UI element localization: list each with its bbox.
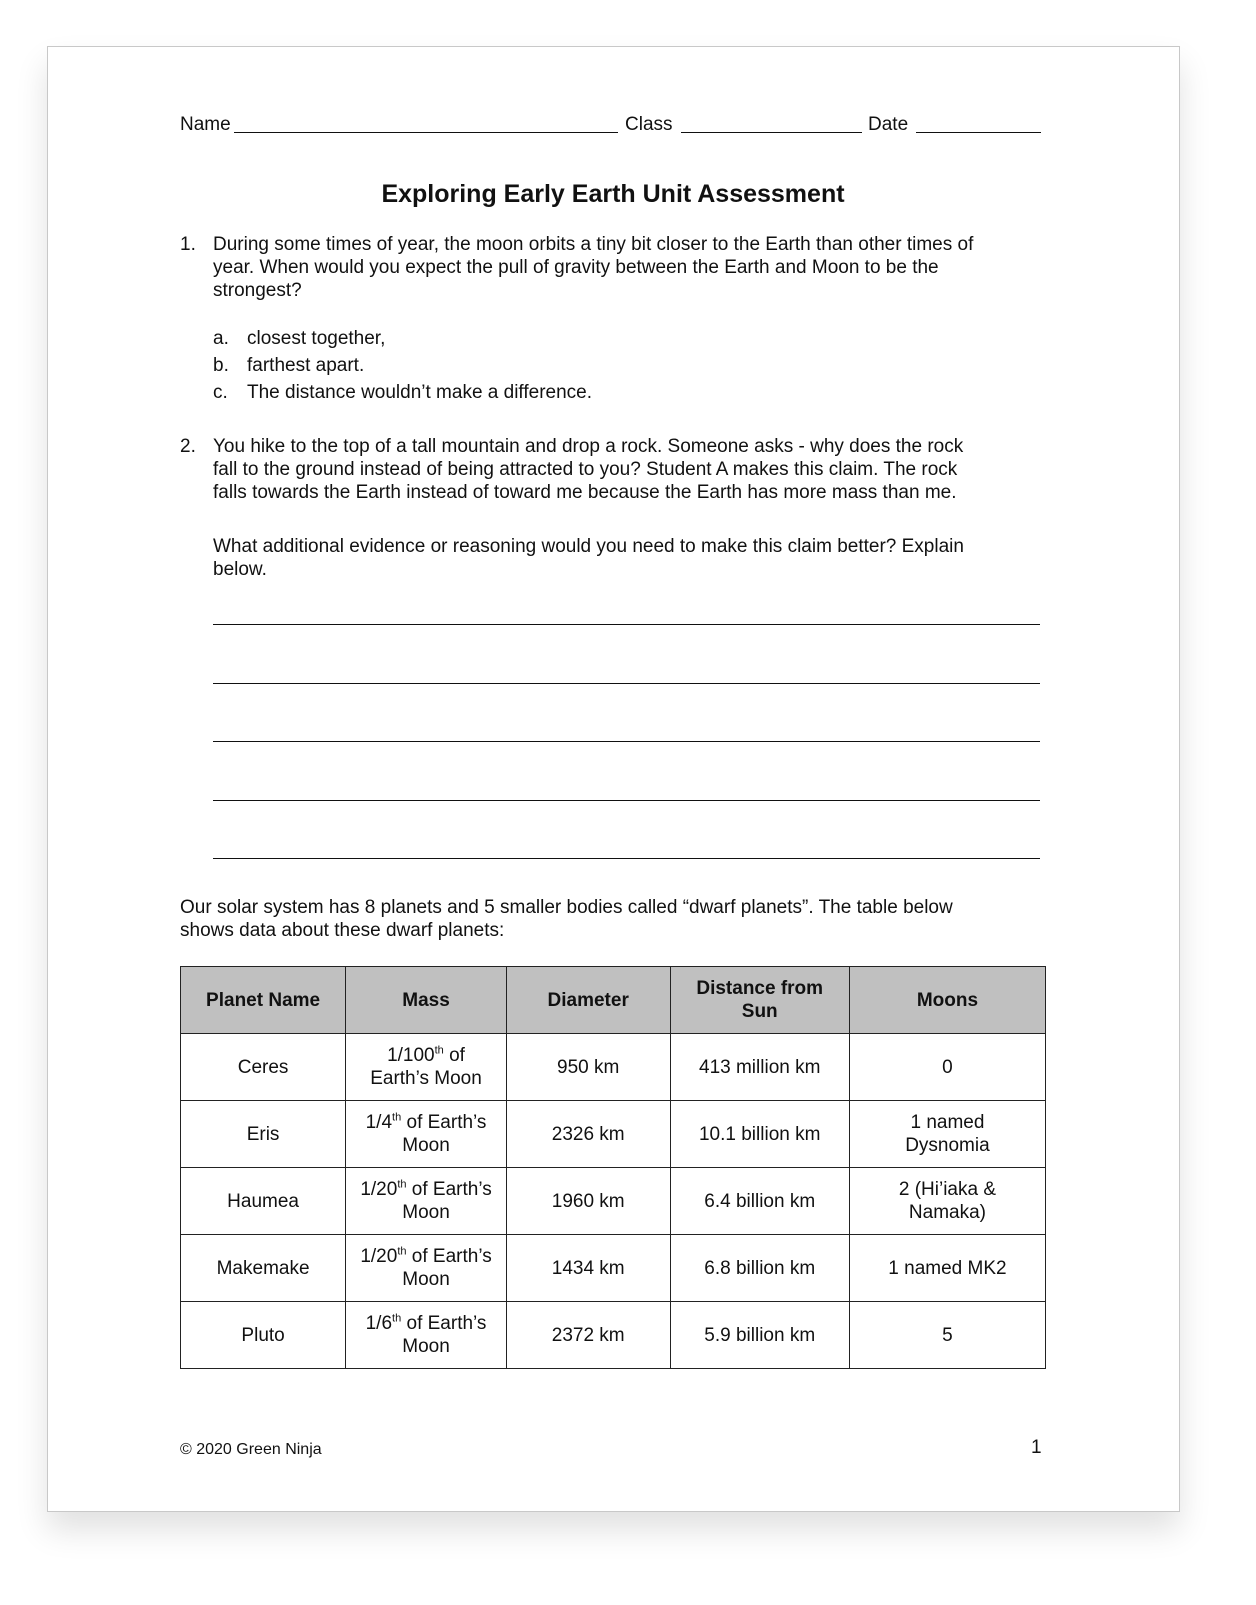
header-planet-name: Planet Name xyxy=(181,967,346,1034)
followup-text: below. xyxy=(213,559,267,580)
table-row xyxy=(181,1034,1046,1101)
answer-line[interactable] xyxy=(213,683,1040,684)
mass-text: Moon xyxy=(402,1336,450,1357)
option-c[interactable]: The distance wouldn’t make a difference. xyxy=(247,382,593,403)
intro-text: Our solar system has 8 planets and 5 smaller bodies called “dwarf planets”. The table below xyxy=(180,897,953,918)
header-moons: Moons xyxy=(849,967,1045,1034)
question-text: falls towards the Earth instead of toward me because the Earth has more mass than me. xyxy=(213,482,957,503)
header-mass: Mass xyxy=(346,967,507,1034)
option-letter: b. xyxy=(213,355,229,376)
mass-ordinal: th xyxy=(392,1111,402,1124)
mass-fraction: 1/20 xyxy=(360,1246,398,1267)
answer-line[interactable] xyxy=(213,800,1040,801)
table-row xyxy=(181,1101,1046,1168)
option-letter: a. xyxy=(213,328,229,349)
mass-text: of Earth’s xyxy=(401,1313,487,1334)
mass-fraction: 1/6 xyxy=(365,1313,393,1334)
planet-name: Ceres xyxy=(181,1034,346,1101)
question-text: During some times of year, the moon orbits a tiny bit closer to the Earth than other times of xyxy=(213,234,974,255)
mass-ordinal: th xyxy=(397,1178,407,1191)
mass-text: Moon xyxy=(402,1202,450,1223)
question-text: strongest? xyxy=(213,280,302,301)
planet-name: Makemake xyxy=(181,1235,346,1302)
table-row xyxy=(181,1302,1046,1369)
diameter: 2372 km xyxy=(506,1302,670,1369)
mass-ordinal: th xyxy=(397,1245,407,1258)
date-field[interactable] xyxy=(916,132,1041,133)
answer-line[interactable] xyxy=(213,741,1040,742)
mass-fraction: 1/20 xyxy=(360,1179,398,1200)
moons: 2 (Hi’iaka & Namaka) xyxy=(849,1168,1045,1235)
mass-text: of Earth’s xyxy=(406,1246,492,1267)
distance: 5.9 billion km xyxy=(670,1302,849,1369)
mass-text: Moon xyxy=(402,1269,450,1290)
distance: 10.1 billion km xyxy=(670,1101,849,1168)
question-text: fall to the ground instead of being attracted to you? Student A makes this claim. The rock xyxy=(213,459,958,480)
option-b[interactable]: farthest apart. xyxy=(247,355,365,376)
page-title: Exploring Early Earth Unit Assessment xyxy=(381,180,845,208)
distance: 413 million km xyxy=(670,1034,849,1101)
class-field[interactable] xyxy=(681,132,862,133)
name-label: Name xyxy=(180,114,231,135)
question-number: 1. xyxy=(180,234,196,255)
mass-fraction: 1/4 xyxy=(365,1112,393,1133)
mass-text: Moon xyxy=(402,1135,450,1156)
mass-text: of Earth’s xyxy=(401,1112,487,1133)
planet-name: Pluto xyxy=(181,1302,346,1369)
option-letter: c. xyxy=(213,382,228,403)
header-diameter: Diameter xyxy=(506,967,670,1034)
moons: 1 named Dysnomia xyxy=(849,1101,1045,1168)
mass-text: Earth’s Moon xyxy=(370,1068,482,1089)
option-a[interactable]: closest together, xyxy=(247,328,386,349)
copyright: © 2020 Green Ninja xyxy=(180,1441,322,1458)
question-text: year. When would you expect the pull of gravity between the Earth and Moon to be the xyxy=(213,257,939,278)
mass xyxy=(346,1235,507,1302)
mass-ordinal: th xyxy=(434,1044,444,1057)
planet-name: Eris xyxy=(181,1101,346,1168)
moons: 0 xyxy=(849,1034,1045,1101)
mass xyxy=(346,1168,507,1235)
diameter: 1434 km xyxy=(506,1235,670,1302)
planet-name: Haumea xyxy=(181,1168,346,1235)
header-distance: Distance from Sun xyxy=(670,967,849,1034)
question-number: 2. xyxy=(180,436,196,457)
name-field[interactable] xyxy=(234,132,618,133)
table-row xyxy=(181,1168,1046,1235)
mass-text: of xyxy=(443,1045,465,1066)
table-row xyxy=(181,1235,1046,1302)
question-text: You hike to the top of a tall mountain and drop a rock. Someone asks - why does the rock xyxy=(213,436,964,457)
page-number: 1 xyxy=(1031,1437,1042,1458)
mass xyxy=(346,1034,507,1101)
moons: 5 xyxy=(849,1302,1045,1369)
mass-fraction: 1/100 xyxy=(387,1045,435,1066)
distance: 6.8 billion km xyxy=(670,1235,849,1302)
diameter: 2326 km xyxy=(506,1101,670,1168)
answer-line[interactable] xyxy=(213,858,1040,859)
answer-line[interactable] xyxy=(213,624,1040,625)
mass-text: of Earth’s xyxy=(406,1179,492,1200)
intro-text: shows data about these dwarf planets: xyxy=(180,920,505,941)
date-label: Date xyxy=(868,114,909,135)
table-header-row xyxy=(181,967,1046,1034)
followup-text: What additional evidence or reasoning would you need to make this claim better? Explain xyxy=(213,536,964,557)
mass-ordinal: th xyxy=(392,1312,402,1325)
dwarf-planets-table xyxy=(180,966,1046,1369)
distance: 6.4 billion km xyxy=(670,1168,849,1235)
mass xyxy=(346,1302,507,1369)
moons: 1 named MK2 xyxy=(849,1235,1045,1302)
mass xyxy=(346,1101,507,1168)
class-label: Class xyxy=(625,114,673,135)
diameter: 1960 km xyxy=(506,1168,670,1235)
diameter: 950 km xyxy=(506,1034,670,1101)
